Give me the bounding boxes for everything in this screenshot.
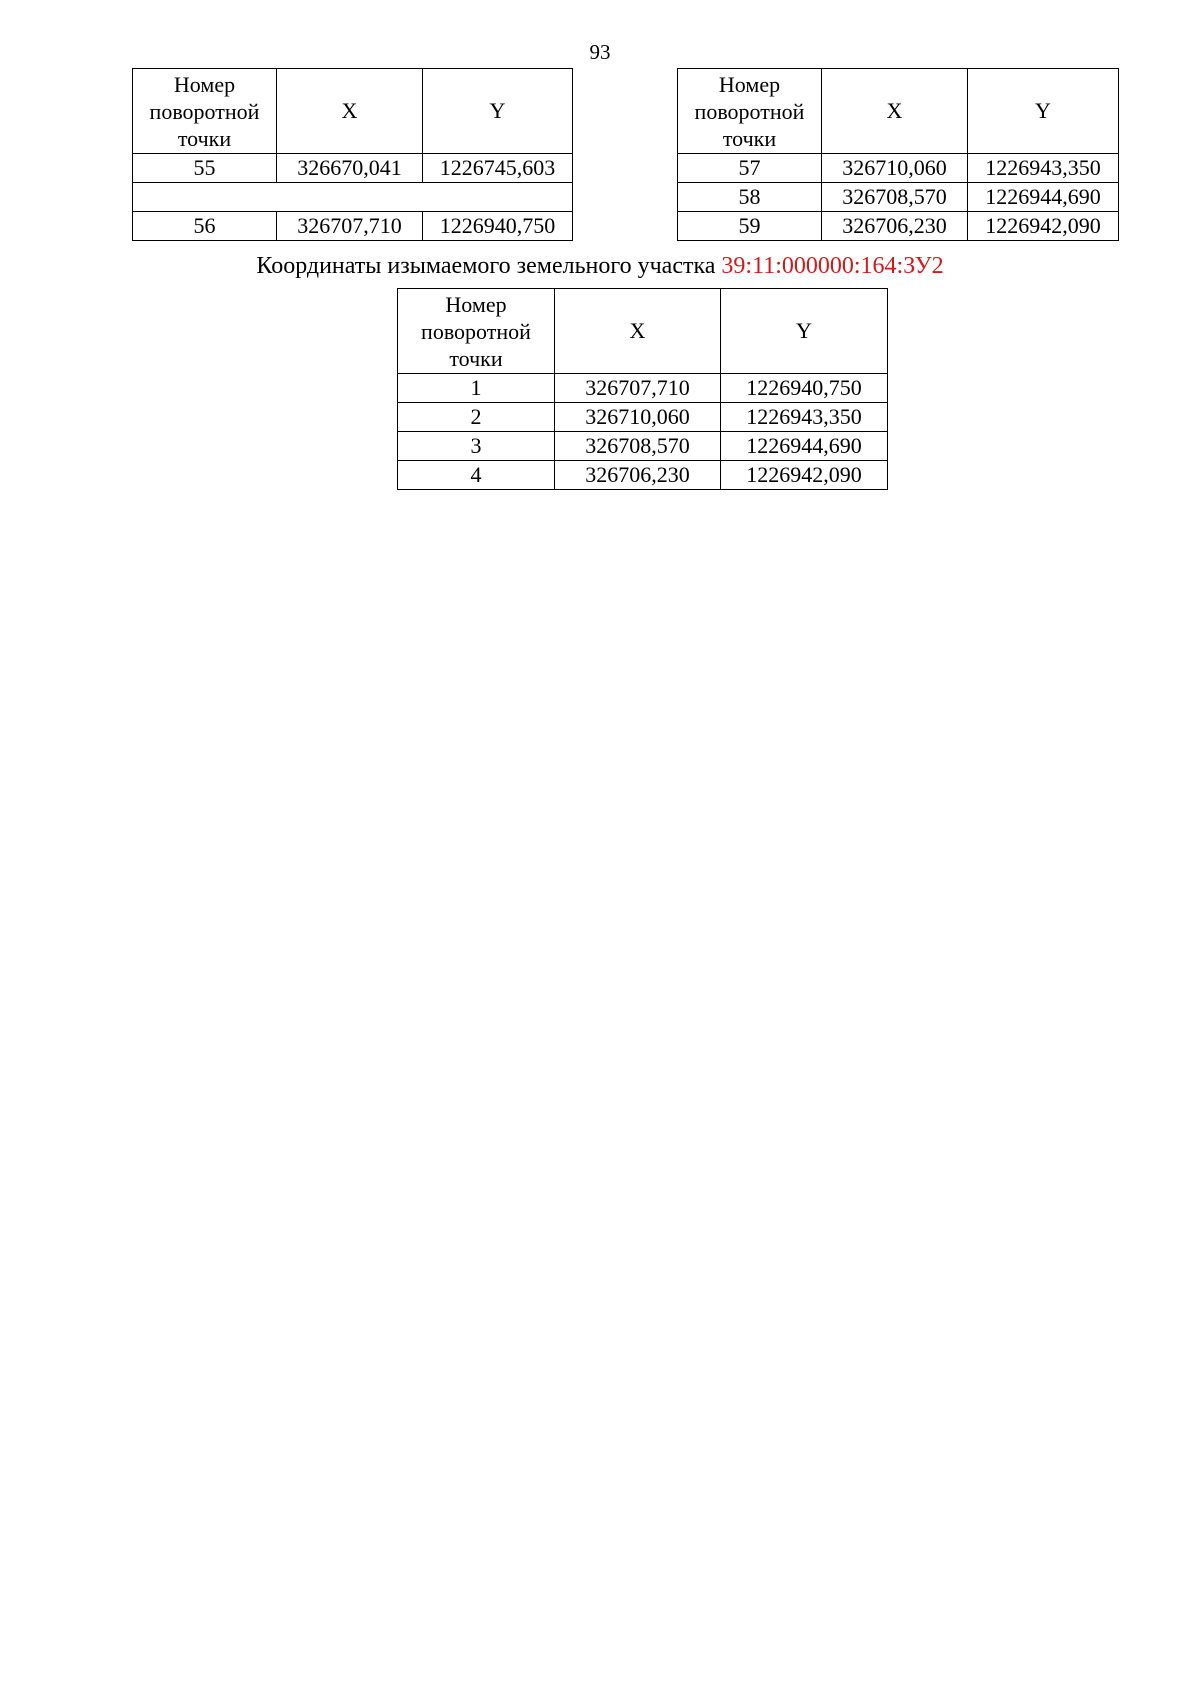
table-row bbox=[398, 403, 888, 432]
cell-y: 1226942,090 bbox=[721, 461, 888, 490]
cell-point: 1 bbox=[398, 374, 555, 403]
table-header-row bbox=[133, 69, 573, 154]
cell-x: 326670,041 bbox=[277, 154, 423, 183]
table-header-row bbox=[398, 289, 888, 374]
cell-x: 326706,230 bbox=[555, 461, 721, 490]
cell-y: 1226944,690 bbox=[721, 432, 888, 461]
cell-y: 1226745,603 bbox=[423, 154, 573, 183]
cell-y: 1226942,090 bbox=[968, 212, 1119, 241]
cell-y: 1226940,750 bbox=[423, 212, 573, 241]
table-row-empty bbox=[133, 183, 573, 212]
coordinates-table-right bbox=[677, 68, 1119, 241]
header-point-number: Номер поворотной точки bbox=[678, 69, 822, 154]
cell-point: 58 bbox=[678, 183, 822, 212]
table-row bbox=[133, 154, 573, 183]
cell-x: 326707,710 bbox=[277, 212, 423, 241]
cell-y: 1226944,690 bbox=[968, 183, 1119, 212]
coordinates-table-left bbox=[132, 68, 573, 241]
header-x: X bbox=[555, 289, 721, 374]
header-x: X bbox=[277, 69, 423, 154]
cell-point: 4 bbox=[398, 461, 555, 490]
cell-y: 1226943,350 bbox=[721, 403, 888, 432]
header-y: Y bbox=[968, 69, 1119, 154]
cell-x: 326707,710 bbox=[555, 374, 721, 403]
page-number: 93 bbox=[589, 40, 611, 64]
cell-x: 326708,570 bbox=[822, 183, 968, 212]
table-row bbox=[678, 183, 1119, 212]
parcel-caption bbox=[0, 253, 1200, 280]
header-x: X bbox=[822, 69, 968, 154]
header-point-number: Номер поворотной точки bbox=[398, 289, 555, 374]
cell-point: 2 bbox=[398, 403, 555, 432]
cell-x: 326706,230 bbox=[822, 212, 968, 241]
table-row bbox=[133, 212, 573, 241]
cell-point: 59 bbox=[678, 212, 822, 241]
caption-text: Координаты изымаемого земельного участка bbox=[256, 253, 716, 279]
cell-y: 1226943,350 bbox=[968, 154, 1119, 183]
table-header-row bbox=[678, 69, 1119, 154]
header-y: Y bbox=[423, 69, 573, 154]
cell-x: 326710,060 bbox=[822, 154, 968, 183]
cell-x: 326710,060 bbox=[555, 403, 721, 432]
cell-y: 1226940,750 bbox=[721, 374, 888, 403]
cell-point: 57 bbox=[678, 154, 822, 183]
table-row bbox=[678, 212, 1119, 241]
header-y: Y bbox=[721, 289, 888, 374]
cell-x: 326708,570 bbox=[555, 432, 721, 461]
header-point-number: Номер поворотной точки bbox=[133, 69, 277, 154]
table-row bbox=[678, 154, 1119, 183]
cell-point: 3 bbox=[398, 432, 555, 461]
cell-empty bbox=[133, 183, 573, 212]
table-row bbox=[398, 432, 888, 461]
cell-point: 56 bbox=[133, 212, 277, 241]
cell-point: 55 bbox=[133, 154, 277, 183]
cadastral-number: 39:11:000000:164:ЗУ2 bbox=[721, 253, 944, 279]
table-row bbox=[398, 461, 888, 490]
table-row bbox=[398, 374, 888, 403]
coordinates-table-parcel bbox=[397, 288, 888, 490]
